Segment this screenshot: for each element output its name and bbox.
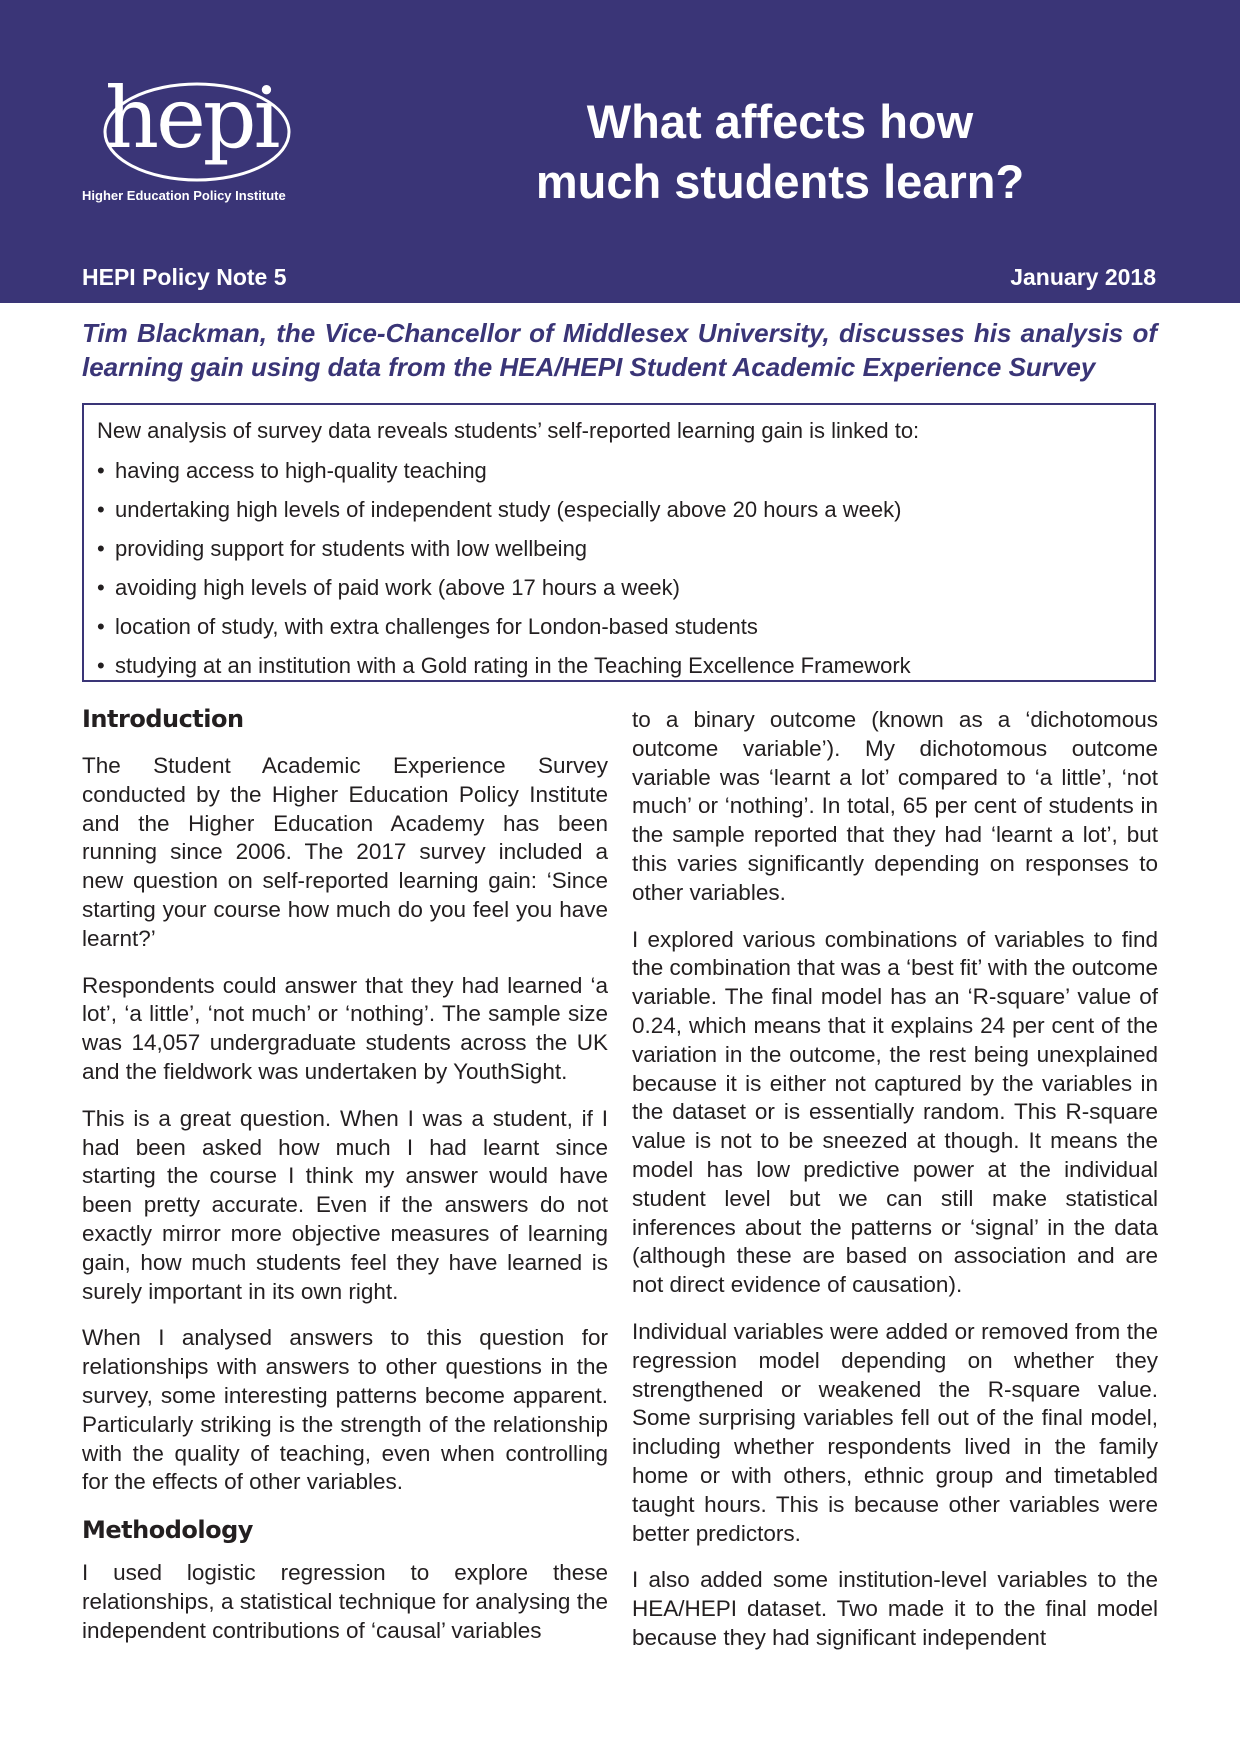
- title-line-1: What affects how: [586, 95, 974, 148]
- paragraph: The Student Academic Experience Survey conducted by the Higher Education Policy Institute and the Higher Education Academy has been running since 2006. The 2017 survey included a new question on self-reported learning gain: ‘Since starting your course how much do you feel you have learnt?’: [82, 753, 608, 951]
- key-findings-list: [97, 451, 1140, 685]
- paragraph: I also added some institution-level variables to the HEA/HEPI dataset. Two made it to the final model because they had significant independent: [632, 1567, 1158, 1650]
- paragraph: Individual variables were added or removed from the regression model depending on whether they strengthened or weakened the R-square value. Some surprising variables fell out of the final model, including whether respondents lived in the family home or with others, ethnic group and timetabled taught hours. This is because other variables were better predictors.: [632, 1318, 1158, 1546]
- paragraph: This is a great question. When I was a student, if I had been asked how much I had learnt since starting the course I think my answer would have been pretty accurate. Even if the answers do not exactly mirror more objective measures of learning gain, how much students feel they have learned is surely important in its own right.: [82, 1105, 608, 1304]
- page-title: [500, 92, 1060, 212]
- policy-note-label: HEPI Policy Note 5: [82, 264, 287, 290]
- body-column-right: [632, 706, 1158, 1671]
- key-findings-intro: New analysis of survey data reveals students’ self-reported learning gain is linked to:: [97, 418, 920, 443]
- paragraph: When I analysed answers to this question for relationships with answers to other questions in the survey, some interesting patterns become apparent. Particularly striking is the strength of the relationship with the quality of teaching, even when controlling for the effects of other variables.: [82, 1325, 608, 1495]
- section-heading-methodology: Methodology: [82, 1516, 253, 1545]
- paragraph: to a binary outcome (known as a ‘dichotomous outcome variable’). My dichotomous outcome variable was ‘learnt a lot’ compared to ‘a little’, ‘not much’ or ‘nothing’. In total, 65 per cent of students in the sample reported that they had ‘learnt a lot’, but this varies significantly depending on responses to other variables.: [632, 707, 1158, 905]
- paragraph: Respondents could answer that they had learned ‘a lot’, ‘a little’, ‘not much’ or ‘nothing’. The sample size was 14,057 undergraduate students across the UK and the fieldwork was undertaken by YouthSight.: [82, 972, 608, 1084]
- list-item: • avoiding high levels of paid work (above 17 hours a week): [97, 568, 1140, 607]
- header-banner: [0, 0, 1240, 303]
- paragraph: I used logistic regression to explore these relationships, a statistical technique for analysing the independent contributions of ‘causal’ variables: [82, 1560, 608, 1643]
- logo-subtitle: Higher Education Policy Institute: [82, 188, 286, 203]
- hepi-logo: [82, 69, 312, 212]
- list-item: • undertaking high levels of independent study (especially above 20 hours a week): [97, 490, 1140, 529]
- list-item: • providing support for students with low wellbeing: [97, 529, 1140, 568]
- publication-date: January 2018: [1010, 264, 1156, 290]
- list-item: • having access to high-quality teaching: [97, 451, 1140, 490]
- body-column-left: [82, 704, 608, 1664]
- section-heading-introduction: Introduction: [82, 705, 244, 733]
- key-findings-box: [82, 403, 1156, 682]
- title-line-2: much students learn?: [535, 155, 1025, 208]
- author-subtitle: Tim Blackman, the Vice-Chancellor of Middlesex University, discusses his analysis of learning gain using data from the HEA/HEPI Student Academic Experience Survey: [82, 318, 1157, 382]
- list-item: • studying at an institution with a Gold rating in the Teaching Excellence Framework: [97, 646, 1140, 685]
- list-item: • location of study, with extra challenges for London-based students: [97, 607, 1140, 646]
- paragraph: I explored various combinations of variables to find the combination that was a ‘best fit’ with the outcome variable. The final model has an ‘R-square’ value of 0.24, which means that it explains 24 per cent of the variation in the outcome, the rest being unexplained because it is either not captured by the variables in the dataset or is essentially random. This R-square value is not to be sneezed at though. It means the model has low predictive power at the individual student level but we can still make statistical inferences about the patterns or ‘signal’ in the data (although these are based on association and are not direct evidence of causation).: [632, 926, 1158, 1298]
- logo-wordmark: hepi: [105, 69, 278, 167]
